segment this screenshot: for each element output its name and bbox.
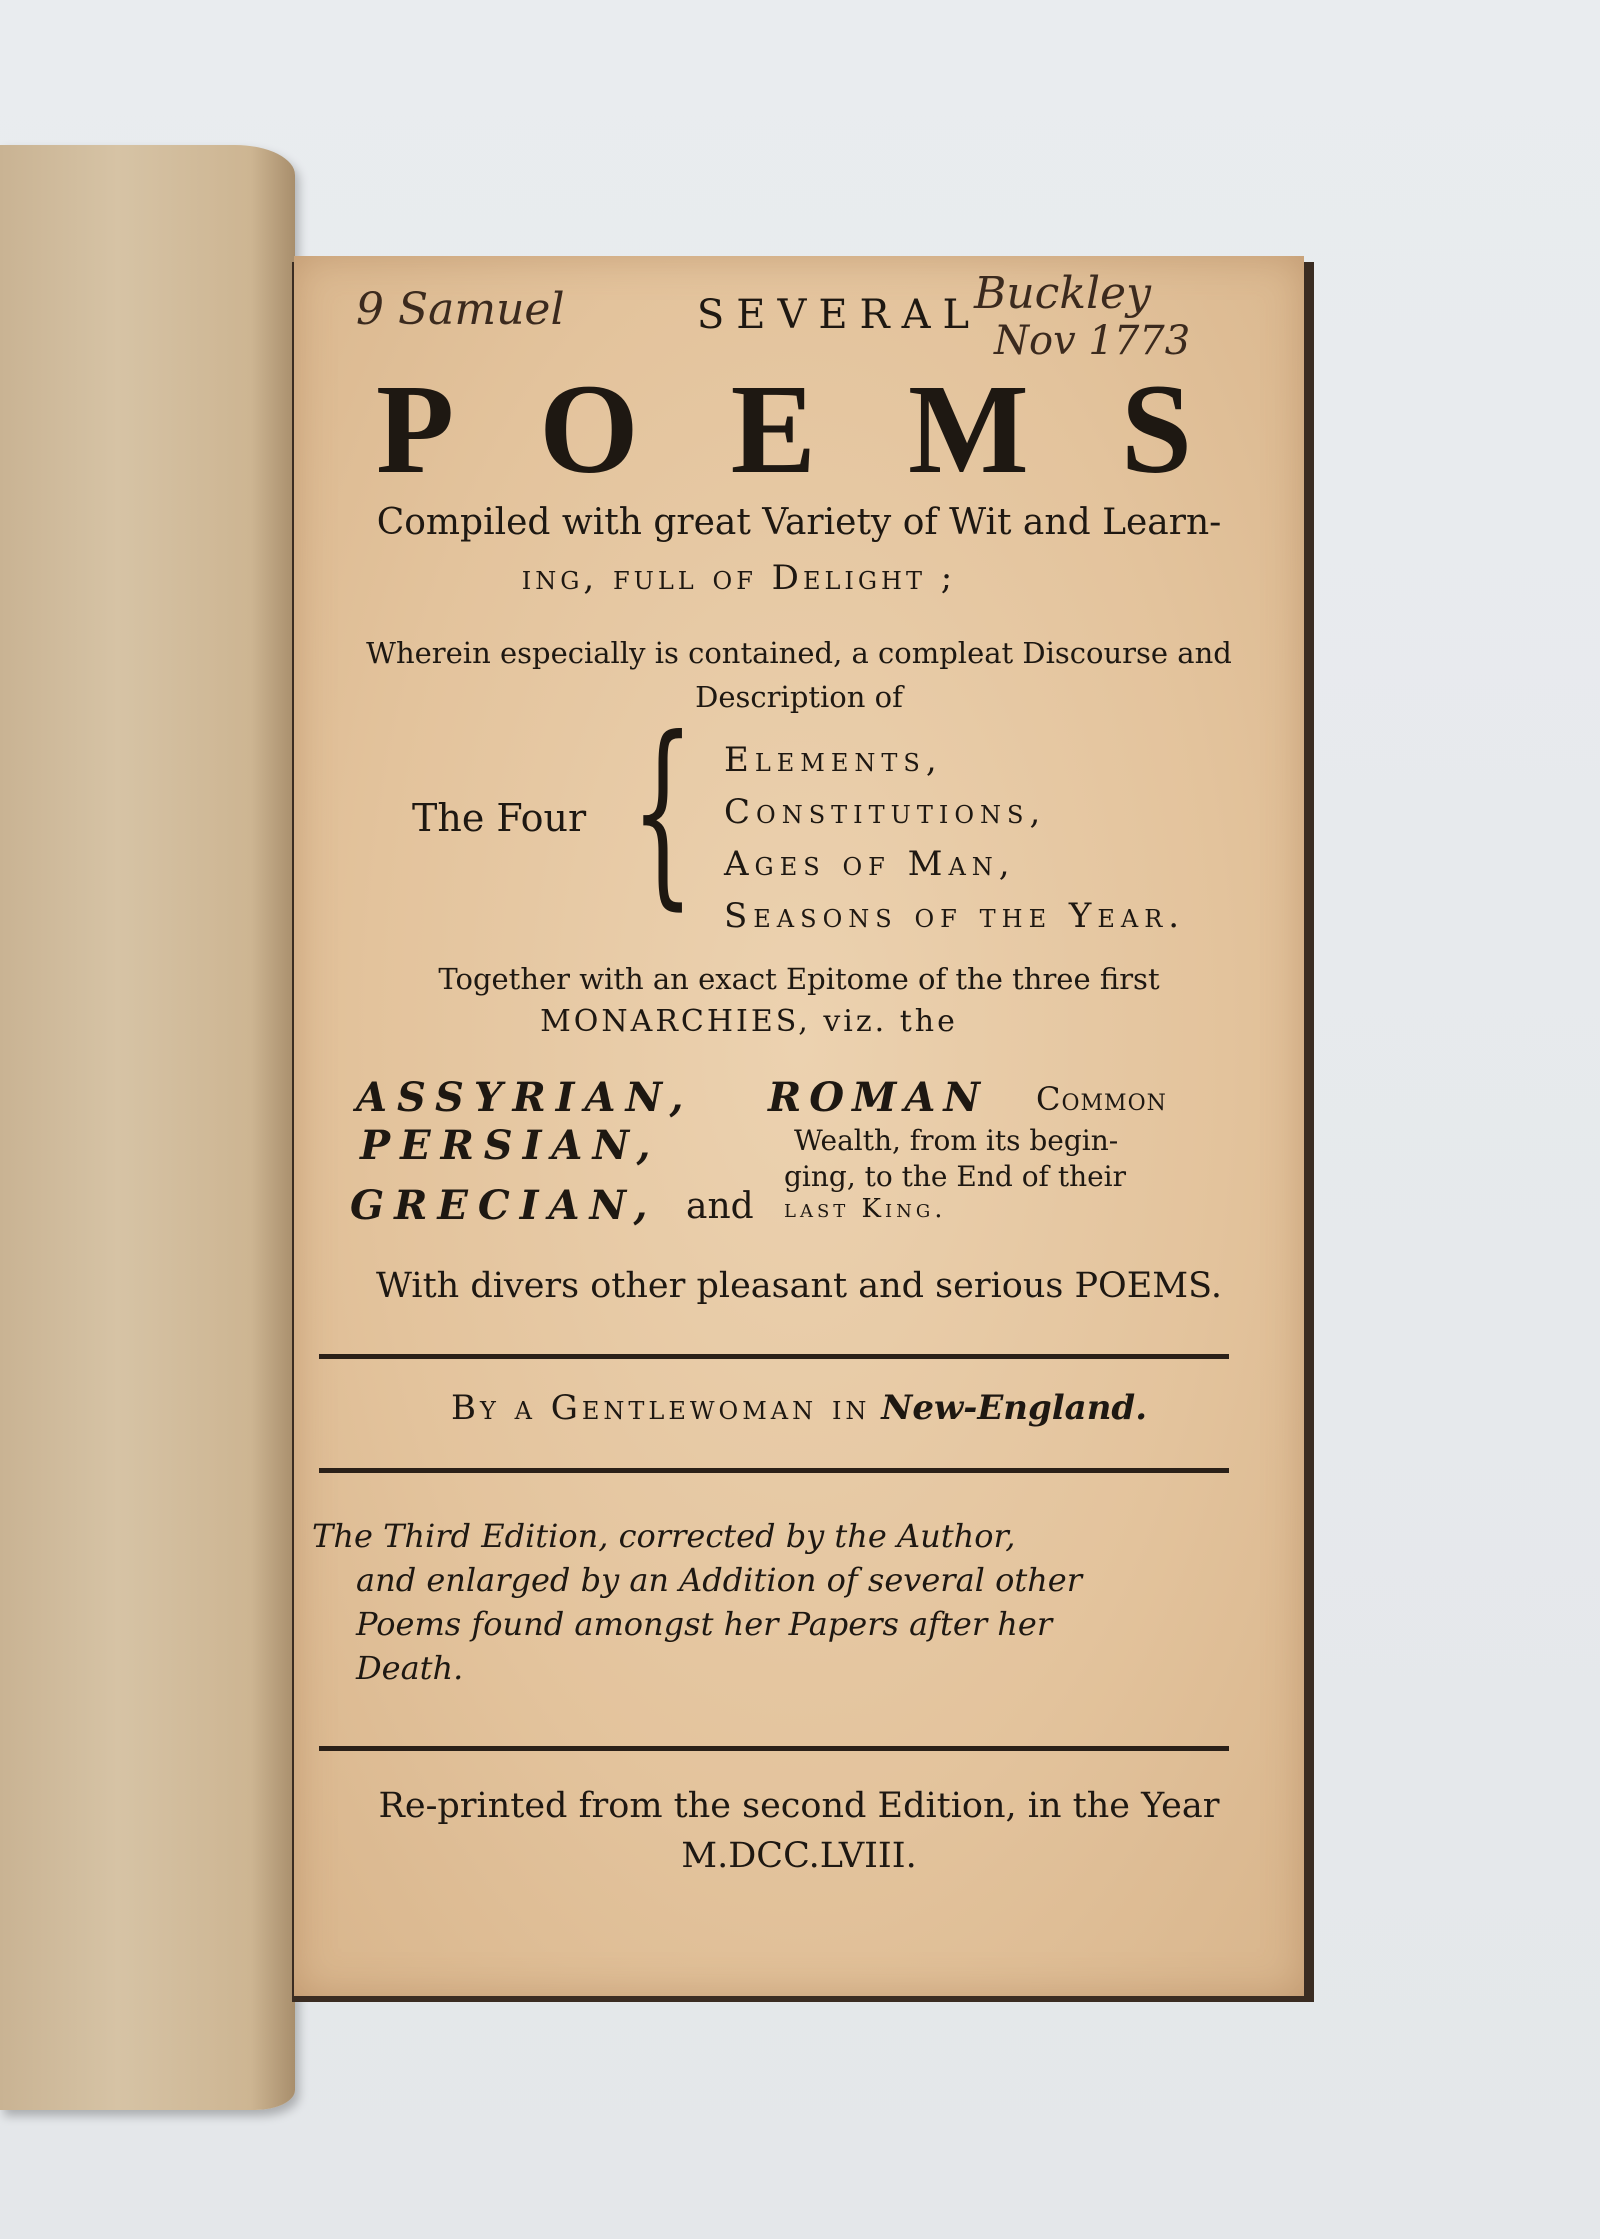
edition-line: The Third Edition, corrected by the Author, [312,1517,1016,1555]
and: and [686,1186,754,1227]
rule [319,1468,1229,1473]
ging: ging, to the End of their [784,1160,1127,1193]
last-king: last King. [784,1194,947,1224]
wherein-line2: Description of [695,680,903,714]
wherein-line1: Wherein especially is contained, a compleat Discourse and [366,636,1232,670]
edition-line: Death. [356,1649,464,1687]
four-item: Seasons of the Year. [724,896,1186,936]
four-item: Elements, [724,740,943,780]
imprint-year: M.DCC.LVIII. [681,1836,917,1876]
inscription-date: Nov 1773 [994,318,1191,364]
inscription-name: 9 Samuel [356,284,565,335]
four-list [724,734,1185,942]
persian: PERSIAN, [360,1122,661,1169]
four-item: Constitutions, [724,792,1047,832]
common: Common [1036,1080,1167,1118]
title-page [294,256,1304,1996]
brace: { [630,695,695,928]
inscription-surname: Buckley [974,268,1151,319]
imprint-line: Re-printed from the second Edition, in the Year [378,1786,1220,1826]
together-line1: Together with an exact Epitome of the three first [438,962,1160,996]
four-label: The Four [412,796,587,840]
subtitle-line1: Compiled with great Variety of Wit and Learn- [376,502,1222,543]
divers-line: With divers other pleasant and serious POEMS. [376,1266,1222,1306]
grecian: GRECIAN, [350,1182,658,1229]
rule [319,1354,1229,1359]
wealth: Wealth, from its begin- [794,1124,1119,1157]
subtitle-line2: ing, full of Delight ; [521,558,957,598]
edition-block [312,1514,1082,1690]
edition-line: and enlarged by an Addition of several other [356,1561,1083,1599]
author-by: By a Gentlewoman in [450,1388,871,1428]
four-item: Ages of Man, [724,844,1016,884]
edition-line: Poems found amongst her Papers after her [356,1605,1053,1643]
title-poems: P O E M S [375,358,1223,500]
assyrian: ASSYRIAN, [356,1074,694,1121]
author-line [294,1388,1304,1428]
roman: ROMAN [768,1074,988,1121]
author-place: New-England. [881,1388,1148,1428]
together-line2: MONARCHIES, viz. the [540,1004,958,1039]
rule [319,1746,1229,1751]
title-several: SEVERAL [696,292,982,338]
left-page [0,145,295,2110]
